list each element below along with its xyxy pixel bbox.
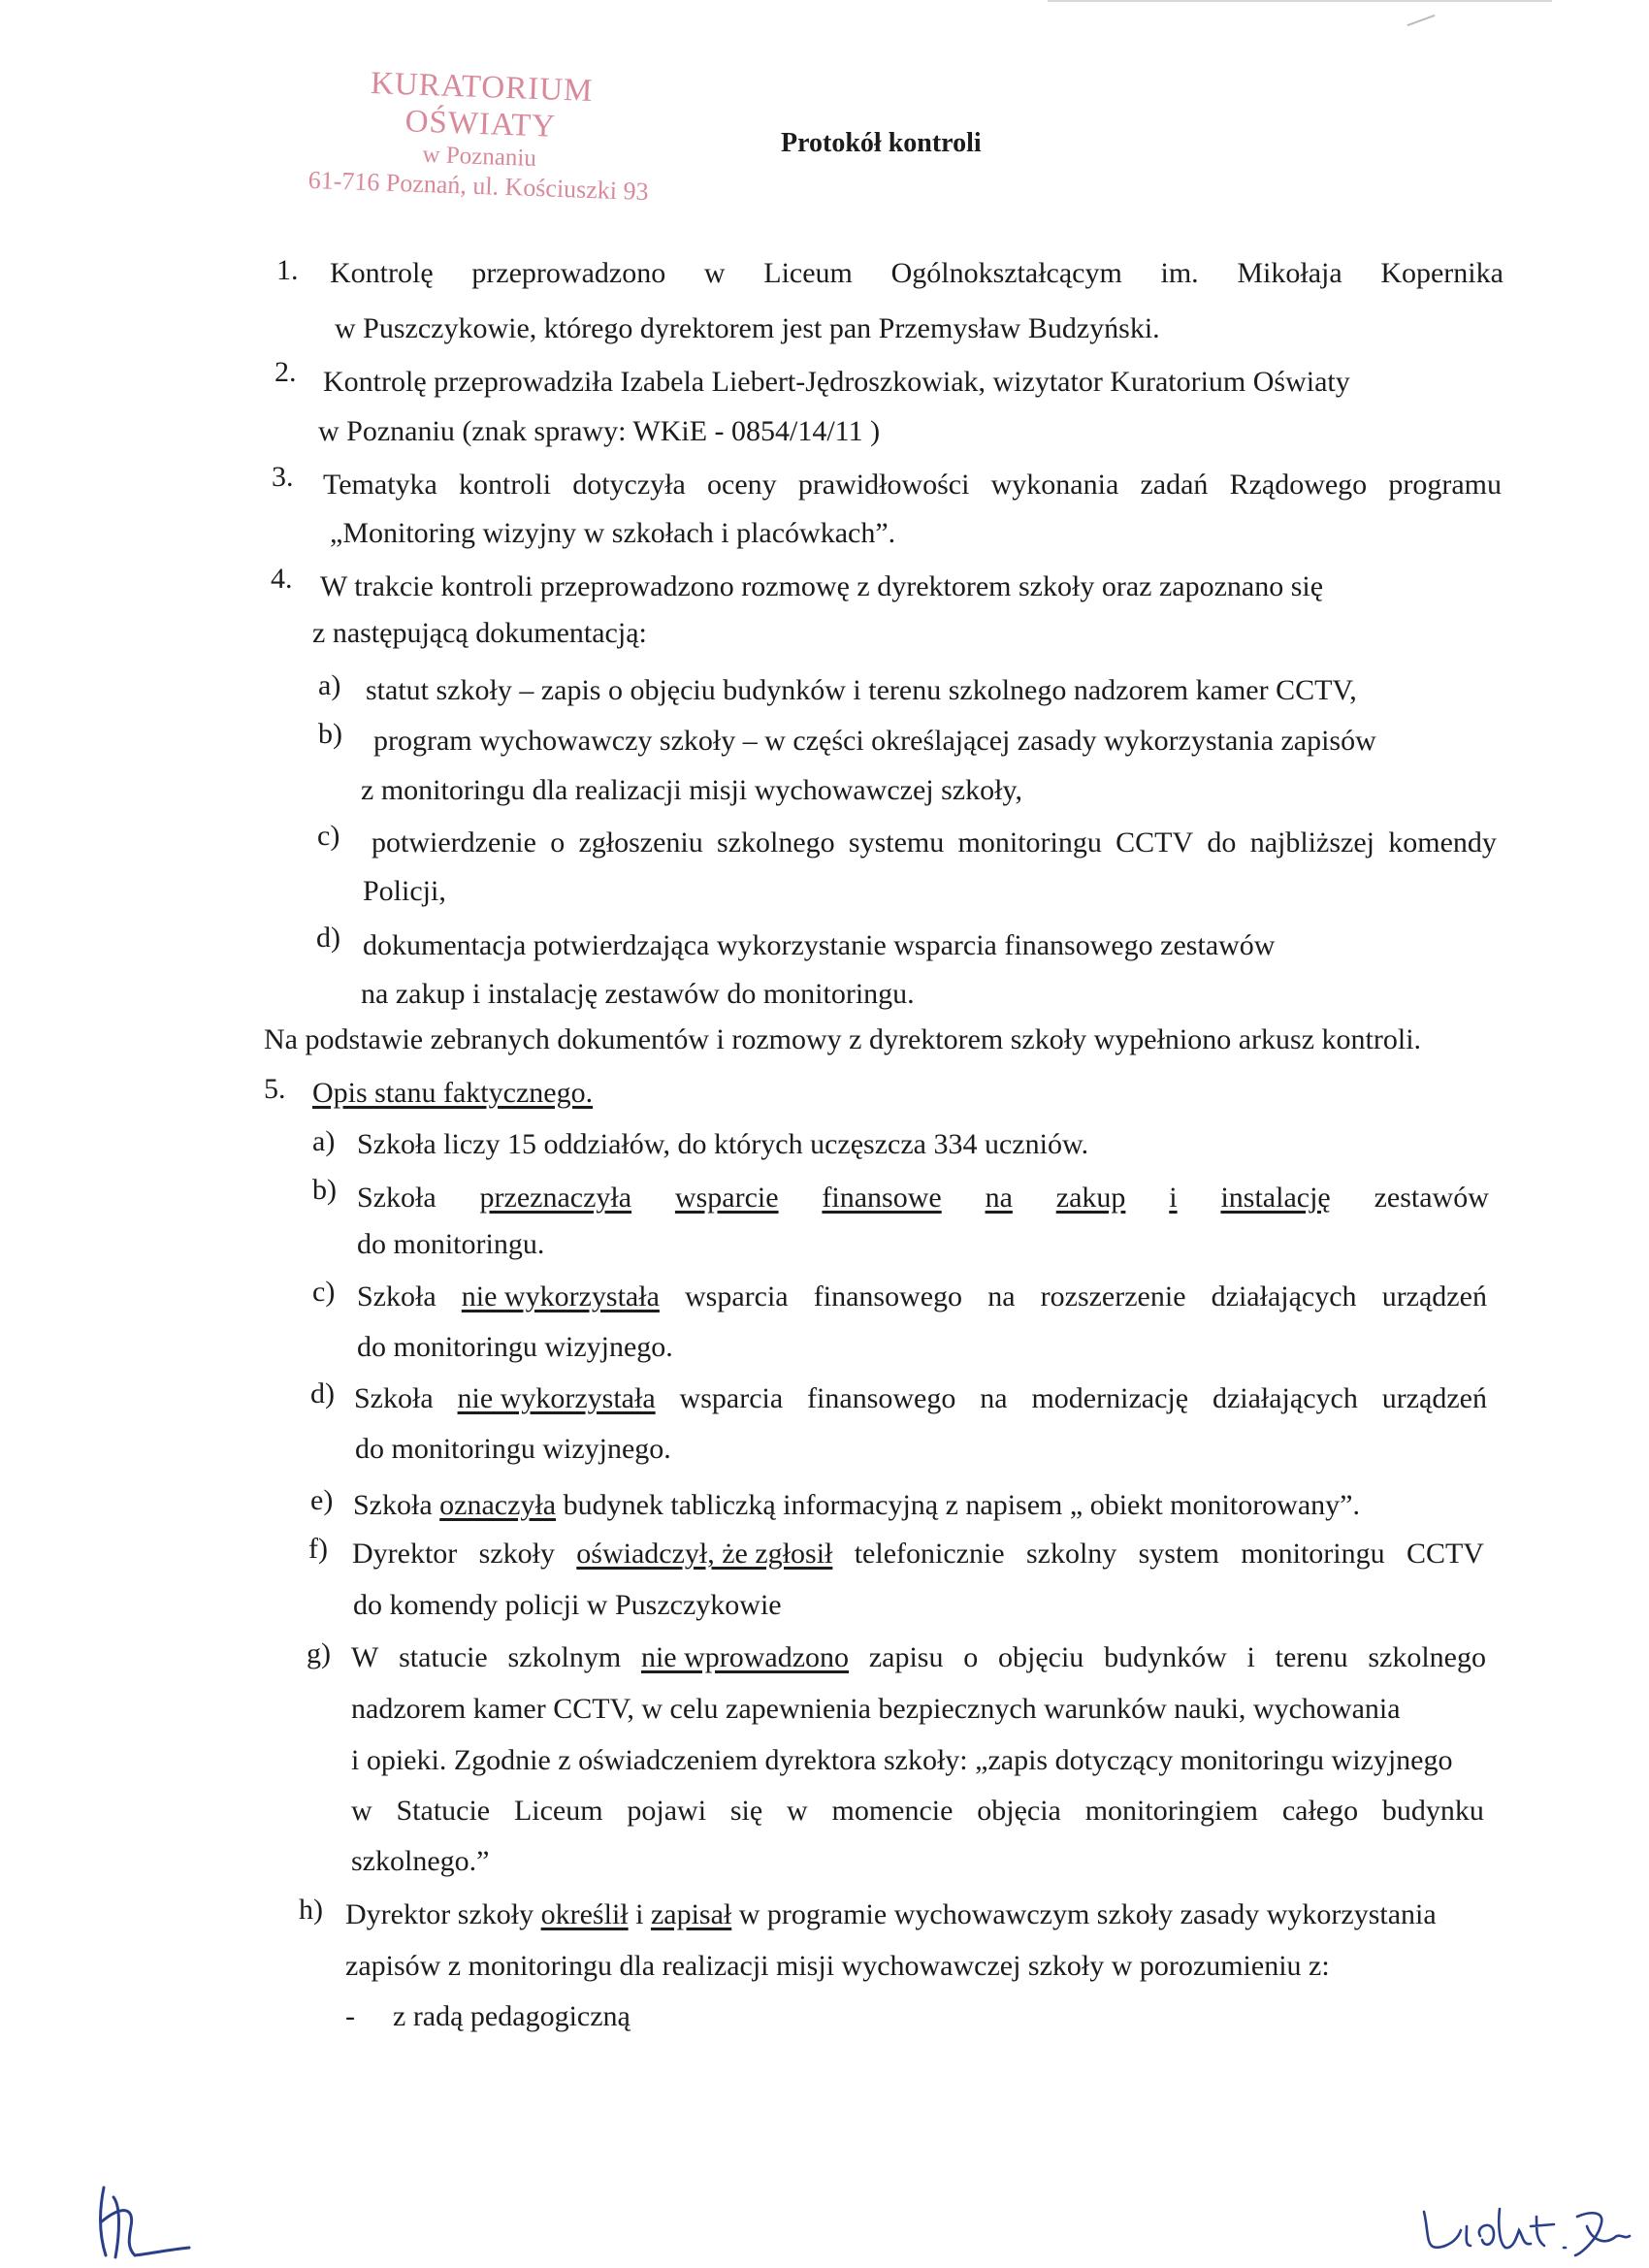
item-5h-bullet: - [345, 2000, 355, 2032]
item-5d-line-1: Szkoła nie wykorzystała wsparcia finansowego na modernizację działających urządzeń [354, 1382, 1487, 1414]
item-5-number: 5. [264, 1073, 286, 1105]
item-5c-marker: c) [312, 1276, 336, 1308]
item-5e-line-1: Szkoła oznaczyła budynek tabliczką informacyjną z napisem „ obiekt monitorowany”. [353, 1489, 1360, 1521]
stamp-line-1: KURATORIUM OŚWIATY [370, 66, 594, 145]
item-5f-line-2: do komendy policji w Puszczykowie [353, 1589, 782, 1621]
item-4d-marker: d) [316, 922, 340, 954]
item-2-line-2: w Poznaniu (znak sprawy: WKiE - 0854/14/11 ) [318, 415, 881, 447]
item-5h-line-1: Dyrektor szkoły określił i zapisał w programie wychowawczym szkoły zasady wykorzystania [345, 1898, 1437, 1930]
stamp-line-3: 61-716 Poznań, ul. Kościuszki 93 [307, 165, 650, 206]
item-4-line-1: W trakcie kontroli przeprowadzono rozmowę z dyrektorem szkoły oraz zapoznano się [320, 570, 1324, 602]
item-5g-marker: g) [307, 1637, 331, 1669]
item-5g-line-5: szkolnego.” [351, 1845, 490, 1877]
item-2-line-1: Kontrolę przeprowadziła Izabela Liebert-Jędroszkowiak, wizytator Kuratorium Oświaty [323, 366, 1350, 398]
item-1-number: 1. [276, 254, 299, 286]
item-5g-line-1: W statucie szkolnym nie wprowadzono zapisu o objęciu budynków i terenu szkolnego [351, 1641, 1486, 1673]
document-title: Protokół kontroli [781, 128, 982, 158]
stamp-line-2: w Poznaniu [422, 141, 537, 172]
right-signature [1416, 2197, 1639, 2265]
item-3-number: 3. [272, 461, 294, 493]
item-3-line-2: „Monitoring wizyjny w szkołach i placówkach”. [330, 517, 896, 549]
institution-stamp [289, 63, 671, 207]
item-5f-line-1: Dyrektor szkoły oświadczył, że zgłosił telefonicznie szkolny system monitoringu CCTV [352, 1538, 1484, 1570]
item-5c-line-2: do monitoringu wizyjnego. [357, 1331, 673, 1363]
item-4a-line-1: statut szkoły – zapis o objęciu budynków i terenu szkolnego nadzorem kamer CCTV, [366, 674, 1357, 706]
item-5a-marker: a) [312, 1125, 336, 1157]
item-4d-line-1: dokumentacja potwierdzająca wykorzystanie wsparcia finansowego zestawów [363, 929, 1276, 961]
item-4c-line-1: potwierdzenie o zgłoszeniu szkolnego systemu monitoringu CCTV do najbliższej komendy [372, 826, 1497, 859]
item-5g-line-4: w Statucie Liceum pojawi się w momencie objęcia monitoringiem całego budynku [351, 1795, 1484, 1827]
item-5h-bullet-text: z radą pedagogiczną [393, 2000, 630, 2032]
item-5g-line-3: i opieki. Zgodnie z oświadczeniem dyrektora szkoły: „zapis dotyczący monitoringu wizyjnego [351, 1744, 1453, 1776]
item-5d-line-2: do monitoringu wizyjnego. [355, 1433, 671, 1465]
item-1-line-1: Kontrolę przeprowadzono w Liceum Ogólnokształcącym im. Mikołaja Kopernika [330, 257, 1504, 289]
item-5f-marker: f) [308, 1533, 328, 1565]
item-1-line-2: w Puszczykowie, którego dyrektorem jest pan Przemysław Budzyński. [335, 312, 1160, 344]
item-4d-line-2: na zakup i instalację zestawów do monitoringu. [361, 978, 915, 1010]
item-4a-marker: a) [318, 669, 341, 701]
item-5-heading: Opis stanu faktycznego. [312, 1077, 594, 1109]
item-4b-line-2: z monitoringu dla realizacji misji wychowawczej szkoły, [361, 774, 1023, 806]
item-4c-line-2: Policji, [363, 875, 446, 907]
item-4b-line-1: program wychowawczy szkoły – w części określającej zasady wykorzystania zapisów [373, 725, 1376, 757]
item-5g-line-2: nadzorem kamer CCTV, w celu zapewnienia bezpiecznych warunków nauki, wychowania [351, 1693, 1401, 1725]
item-5e-marker: e) [310, 1484, 334, 1516]
item-5b-line-2: do monitoringu. [357, 1228, 545, 1260]
item-4-line-2: z następującą dokumentacją: [312, 617, 647, 649]
item-5d-marker: d) [310, 1377, 335, 1409]
item-5c-line-1: Szkoła nie wykorzystała wsparcia finansowego na rozszerzenie działających urządzeń [357, 1280, 1487, 1312]
item-3-line-1: Tematyka kontroli dotyczyła oceny prawidłowości wykonania zadań Rządowego programu [323, 469, 1502, 501]
item-2-number: 2. [275, 356, 297, 388]
summary-line: Na podstawie zebranych dokumentów i rozmowy z dyrektorem szkoły wypełniono arkusz kontroli. [264, 1023, 1422, 1055]
item-4b-marker: b) [318, 718, 342, 750]
left-initials-signature [92, 2178, 199, 2265]
item-4-number: 4. [271, 563, 293, 595]
item-5h-line-2: zapisów z monitoringu dla realizacji misji wychowawczej szkoły w porozumieniu z: [345, 1950, 1330, 1982]
scan-mark [1407, 15, 1436, 26]
item-4c-marker: c) [317, 820, 340, 852]
item-5b-marker: b) [312, 1174, 337, 1206]
item-5b-line-1: Szkoła przeznaczyła wsparcie finansowe na zakup i instalację zestawów [357, 1182, 1489, 1214]
item-5h-marker: h) [299, 1894, 323, 1926]
item-5a-line-1: Szkoła liczy 15 oddziałów, do których uczęszcza 334 uczniów. [357, 1128, 1089, 1160]
scan-edge-line [1048, 0, 1552, 2]
